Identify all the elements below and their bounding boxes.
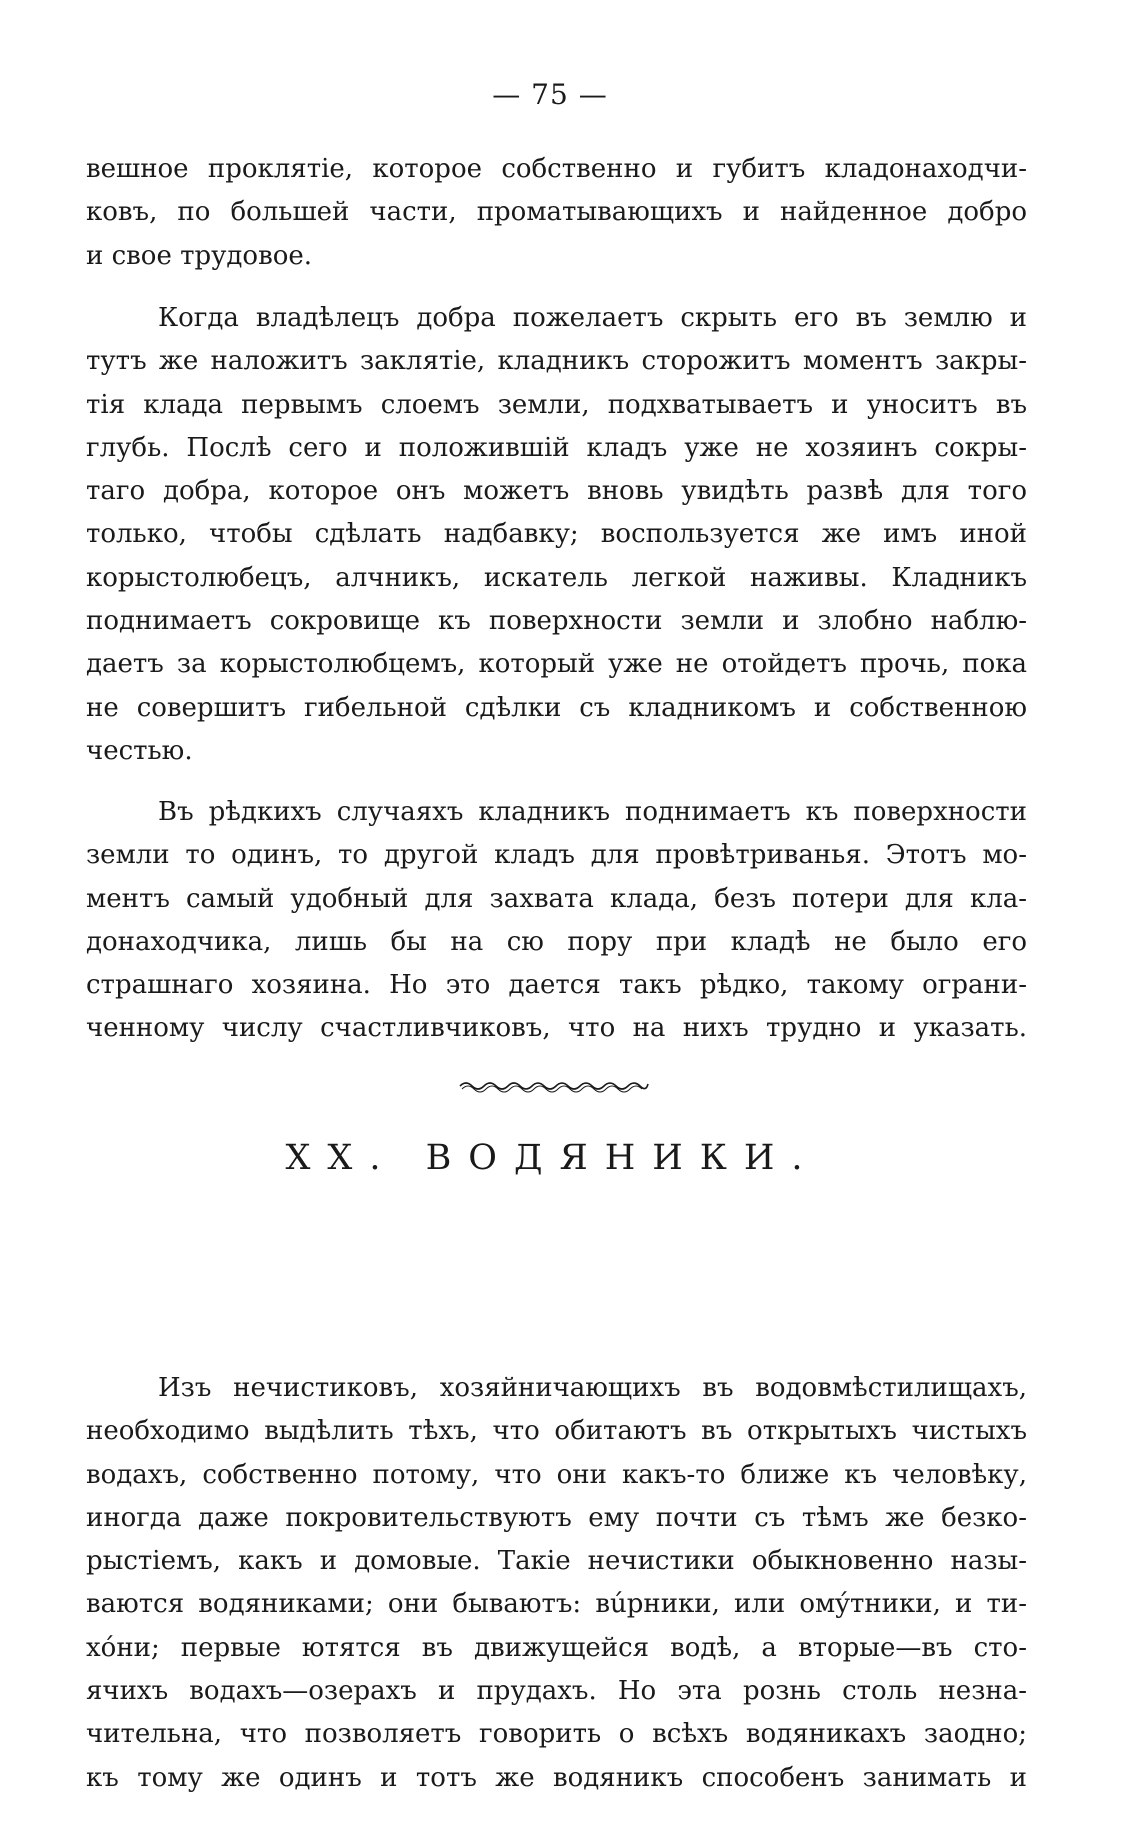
text-line: ментъ самый удобный для захвата клада, безъ потери для кла- (86, 883, 1027, 914)
text-line: иногда даже покровительствуютъ ему почти съ тѣмъ же безко- (86, 1502, 1027, 1533)
text-line: къ тому же одинъ и тотъ же водяникъ способенъ занимать и (86, 1762, 1027, 1793)
text-line: и свое трудовое. (86, 240, 313, 271)
text-line: тутъ же наложитъ заклятіе, кладникъ сторожитъ моментъ закры- (86, 346, 1027, 377)
text-line: рыстіемъ, какъ и домовые. Такіе нечистики обыкновенно назы- (86, 1546, 1027, 1577)
text-line: земли то одинъ, то другой кладъ для провѣтриванья. Этотъ мо- (86, 840, 1027, 871)
text-line: честью. (86, 735, 193, 766)
text-line: поднимаетъ сокровище къ поверхности земли и злобно наблю- (86, 606, 1027, 637)
text-line: Въ рѣдкихъ случаяхъ кладникъ поднимаетъ къ поверхности (158, 797, 1027, 827)
section-heading: XX. ВОДЯНИКИ. (285, 1138, 820, 1178)
text-line: вешное проклятіе, которое собственно и губитъ кладонаходчи- (86, 154, 1027, 184)
text-line: Когда владѣлецъ добра пожелаетъ скрыть его въ землю и (158, 303, 1027, 333)
paragraph-rare-cases (86, 791, 1027, 1051)
paragraph-owner-hides-treasure (86, 297, 1027, 773)
text-line: тія клада первымъ слоемъ земли, подхватываетъ и уноситъ въ (86, 389, 1027, 420)
text-line: не совершитъ гибельной сдѣлки съ кладникомъ и собственною (86, 692, 1027, 723)
text-line: даетъ за корыстолюбцемъ, который уже не отойдетъ прочь, пока (86, 649, 1027, 680)
text-line: страшнаго хозяина. Но это дается такъ рѣдко, такому ограни- (86, 970, 1027, 1001)
text-line: ваются водяниками; они бываютъ: вúрники, или омýтники, и ти- (86, 1589, 1027, 1620)
text-line: хóни; первые ютятся въ движущейся водѣ, а вторые—въ сто- (86, 1632, 1027, 1663)
text-line: таго добра, которое онъ можетъ вновь увидѣть развѣ для того (86, 476, 1027, 507)
text-line: необходимо выдѣлить тѣхъ, что обитаютъ въ открытыхъ чистыхъ (86, 1416, 1027, 1447)
text-line: чительна, что позволяетъ говорить о всѣхъ водяникахъ заодно; (86, 1719, 1027, 1750)
text-line: ченному числу счастливчиковъ, что на нихъ трудно и указать. (86, 1013, 1027, 1044)
page-number: — 75 — (492, 78, 608, 111)
text-line: ячихъ водахъ—озерахъ и прудахъ. Но эта рознь столь незна- (86, 1676, 1027, 1707)
text-line: глубь. Послѣ сего и положившій кладъ уже не хозяинъ сокры- (86, 432, 1027, 463)
text-line: донаходчика, лишь бы на сю пору при кладѣ не было его (86, 926, 1027, 957)
paragraph-continuation (86, 148, 1027, 278)
text-line: ковъ, по большей части, проматывающихъ и найденное добро (86, 197, 1027, 228)
text-line: корыстолюбецъ, алчникъ, искатель легкой наживы. Кладникъ (86, 562, 1027, 593)
paragraph-water-spirits (86, 1367, 1027, 1800)
text-line: водахъ, собственно потому, что они какъ-то ближе къ человѣку, (86, 1459, 1027, 1490)
text-line: Изъ нечистиковъ, хозяйничающихъ въ водовмѣстилищахъ, (158, 1373, 1027, 1403)
text-line: только, чтобы сдѣлать надбавку; воспользуется же имъ иной (86, 519, 1027, 550)
wavy-divider-ornament (458, 1078, 650, 1094)
